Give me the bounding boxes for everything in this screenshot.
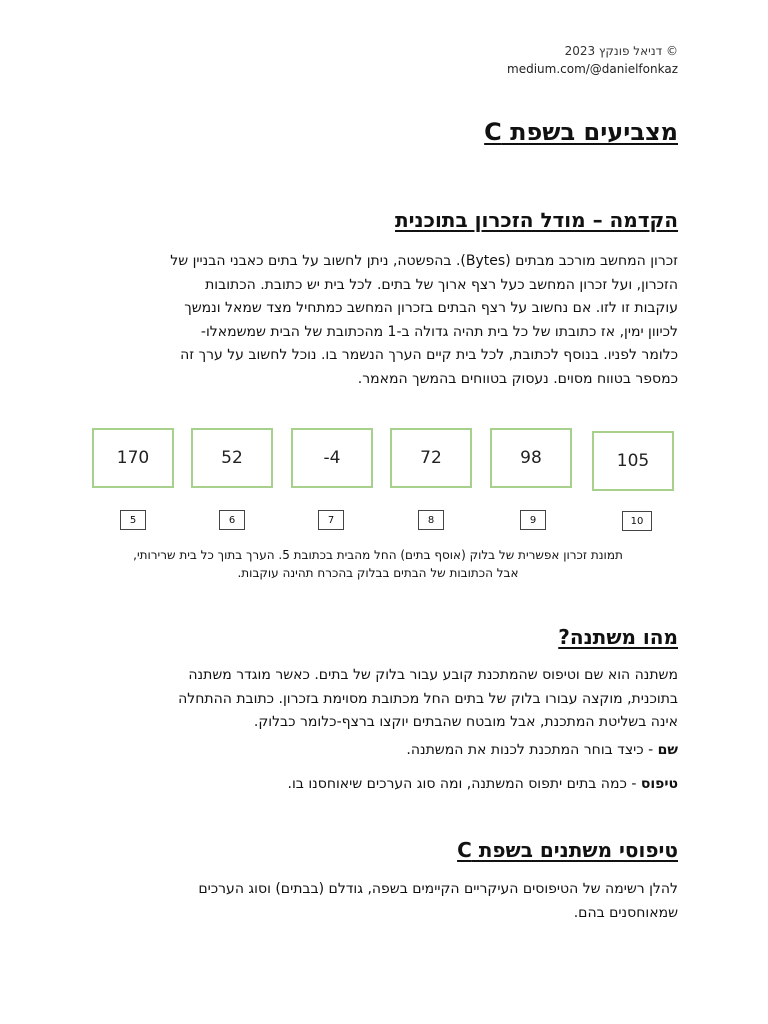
- memory-byte-value: 105: [592, 431, 674, 491]
- memory-byte-value: 98: [490, 428, 572, 488]
- caption-line: תמונת זכרון אפשרית של בלוק (אוסף בתים) החל מהבית בכתובת 5. הערך בתוך כל בית שרירותי,: [133, 548, 623, 562]
- page-title: מצביעים בשפת C: [484, 118, 678, 146]
- author-link[interactable]: medium.com/@danielfonkaz: [507, 62, 678, 76]
- text-line: שמאוחסנים בהם.: [573, 904, 678, 921]
- text-line: משתנה הוא שם וטיפוס שהמתכנת קובע עבור בלוק של בתים. כאשר מוגדר משתנה: [188, 667, 678, 683]
- memory-figure: [90, 428, 680, 538]
- memory-address-label: 7: [318, 510, 344, 530]
- variable-paragraph: [88, 664, 678, 735]
- text-line: להלן רשימה של הטיפוסים העיקריים הקיימים בשפה, גודלם (בבתים) וסוג הערכים: [198, 881, 678, 897]
- memory-address-label: 9: [520, 510, 546, 530]
- memory-byte-value: 170: [92, 428, 174, 488]
- text-line: כלומר לפניו. בנוסף לכתובת, לכל בית קיים הערך הנשמר בו. נוכל לחשוב על ערך זה: [180, 347, 678, 363]
- memory-address-label: 8: [418, 510, 444, 530]
- types-paragraph: [88, 878, 678, 925]
- section-heading-intro: הקדמה – מודל הזכרון בתוכנית: [395, 208, 678, 232]
- memory-byte-value: 72: [390, 428, 472, 488]
- definition-term: טיפוס: [640, 776, 678, 792]
- memory-address-label: 10: [622, 511, 652, 531]
- memory-byte-value: -4: [291, 428, 373, 488]
- text-line: עוקבות זו לזו. אם נחשוב על רצף הבתים בזכרון המחשב כמתחיל מצד שמאל ונמשך: [184, 300, 678, 316]
- definition-text: - כיצד בוחר המתכנת לכנות את המשתנה.: [406, 742, 658, 758]
- copyright-text: © דניאל פונקץ 2023: [564, 44, 678, 58]
- definition-name: [406, 742, 678, 758]
- intro-paragraph: [88, 250, 678, 391]
- text-line: כמספר בטווח מסוים. נעסוק בטווחים בהמשך המאמר.: [357, 370, 678, 387]
- section-heading-types: טיפוסי משתנים בשפת C: [457, 838, 678, 862]
- caption-line: אבל הכתובות של הבתים בבלוק בהכרח תהינה עוקבות.: [237, 566, 519, 580]
- text-line: בתוכנית, מוקצה עבורו בלוק של בתים החל מכתובת מסוימת בזכרון. כתובת ההתחלה: [178, 690, 678, 707]
- definition-term: שם: [657, 742, 678, 758]
- text-line: לכיוון ימין, אז כתובתו של כל בית תהיה גדולה ב-1 מהכתובת של הבית שמשמאלו-: [200, 323, 678, 340]
- text-line: זכרון המחשב מורכב מבתים (Bytes). בהפשטה, ניתן לחשוב על בתים כאבני הבניין של: [170, 253, 678, 269]
- memory-address-label: 5: [120, 510, 146, 530]
- text-line: הזכרון, ועל זכרון המחשב כעל רצף ארוך של בתים. לכל בית יש כתובת. הכתובות: [205, 276, 678, 293]
- memory-byte-value: 52: [191, 428, 273, 488]
- definition-type: [288, 776, 678, 792]
- definition-text: - כמה בתים יתפוס המשתנה, ומה סוג הערכים שיאוחסנו בו.: [287, 776, 641, 792]
- memory-address-label: 6: [219, 510, 245, 530]
- text-line: אינה בשליטת המתכנת, אבל מובטח שהבתים יוקצו ברצף-כלומר כבלוק.: [253, 714, 678, 730]
- section-heading-variable: מהו משתנה?: [558, 625, 678, 649]
- figure-caption: [78, 546, 678, 582]
